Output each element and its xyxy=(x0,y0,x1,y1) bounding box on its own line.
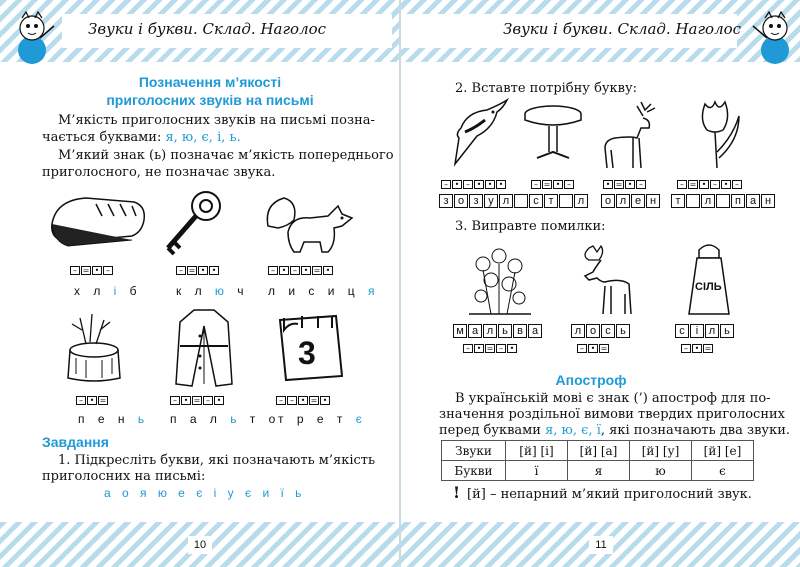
scheme-cell: – xyxy=(732,180,742,189)
table-cell: [й] [е] xyxy=(692,441,754,461)
scheme-cell: • xyxy=(721,180,731,189)
soft-letter: ю xyxy=(214,284,229,298)
scheme-cell: = xyxy=(615,180,623,189)
word-part: т о xyxy=(241,412,281,426)
fox-icon xyxy=(258,186,358,260)
tulip-icon xyxy=(691,96,751,170)
scheme-cell: = xyxy=(193,396,201,405)
sound-scheme xyxy=(70,266,113,275)
sound-scheme xyxy=(76,396,108,405)
letter-box: л xyxy=(499,194,513,208)
page-number: 10 xyxy=(188,536,212,554)
scheme-cell: – xyxy=(441,180,451,189)
sound-scheme xyxy=(603,180,646,189)
letter-box: е xyxy=(631,194,645,208)
note-exclamation-icon: ! xyxy=(453,483,461,502)
scheme-cell: = xyxy=(188,266,196,275)
deer-icon xyxy=(597,98,665,170)
mascot-icon xyxy=(747,8,797,66)
letter-box: о xyxy=(586,324,600,338)
table-cell: [й] [а] xyxy=(568,441,630,461)
letter-box-blank[interactable] xyxy=(686,194,700,208)
letter-box: а xyxy=(746,194,760,208)
key-icon xyxy=(160,186,230,262)
letter-box: с xyxy=(675,324,689,338)
table-row xyxy=(442,441,754,461)
sound-scheme xyxy=(276,396,330,405)
scheme-cell: = xyxy=(82,266,90,275)
scheme-cell: – xyxy=(463,180,473,189)
task-line: приголосних на письмі: xyxy=(42,469,206,484)
scheme-cell: – xyxy=(463,344,473,353)
letter-box: з xyxy=(439,194,453,208)
scheme-cell: = xyxy=(543,180,551,189)
section-heading: Апостроф xyxy=(555,372,627,388)
scheme-cell: • xyxy=(320,396,330,405)
scheme-cell: = xyxy=(310,396,318,405)
word-part: х л xyxy=(74,284,114,298)
sound-scheme xyxy=(681,344,713,353)
word-part: б xyxy=(121,284,142,298)
scheme-cell: • xyxy=(452,180,462,189)
letter-box: н xyxy=(646,194,660,208)
scheme-cell: • xyxy=(485,180,495,189)
scheme-cell: • xyxy=(198,266,208,275)
letter-box: т xyxy=(544,194,558,208)
word-boxes xyxy=(671,194,775,208)
paragraph-line xyxy=(439,422,790,439)
scheme-cell: • xyxy=(301,266,311,275)
section-heading: Позначення м’якості xyxy=(138,74,282,90)
letter-box: у xyxy=(484,194,498,208)
scheme-cell: – xyxy=(103,266,113,275)
flowers-icon xyxy=(461,240,539,318)
text-span: перед буквами xyxy=(439,423,546,438)
paragraph-line: М’який знак (ь) позначає м’якість попереднього xyxy=(58,148,394,163)
word-boxes xyxy=(439,194,528,208)
scheme-cell: = xyxy=(704,344,712,353)
letter-box: л xyxy=(616,194,630,208)
letter-box: і xyxy=(690,324,704,338)
paragraph-line: значення роздільної вимови твердих приголосних xyxy=(439,407,785,422)
scheme-cell: – xyxy=(170,396,180,405)
running-title: Звуки і букви. Склад. Наголос xyxy=(88,20,327,38)
scheme-cell: • xyxy=(692,344,702,353)
sound-scheme xyxy=(677,180,742,189)
letter-box: л xyxy=(705,324,719,338)
right-page xyxy=(401,0,800,567)
letter-box: т xyxy=(671,194,685,208)
text-span: , які позначають два звуки. xyxy=(600,423,790,438)
scheme-cell: – xyxy=(203,396,213,405)
sound-scheme xyxy=(441,180,506,189)
scheme-cell: • xyxy=(214,396,224,405)
table-row xyxy=(442,461,754,481)
svg-text:3: 3 xyxy=(298,335,316,371)
scheme-cell: – xyxy=(290,266,300,275)
letter-box: з xyxy=(469,194,483,208)
word-label xyxy=(176,284,249,298)
table-icon xyxy=(521,100,585,164)
scheme-cell: – xyxy=(287,396,297,405)
letter-row: а о я ю е є і у є и ї ь xyxy=(104,486,306,500)
scheme-cell: – xyxy=(577,344,587,353)
accent-letters: я, ю, є, ї xyxy=(545,423,601,438)
word-label xyxy=(74,284,142,298)
word-boxes xyxy=(675,324,734,338)
table-cell: ї xyxy=(506,461,568,481)
scheme-cell: – xyxy=(677,180,687,189)
scheme-cell: • xyxy=(279,266,289,275)
scheme-cell: • xyxy=(553,180,563,189)
scheme-cell: • xyxy=(699,180,709,189)
scheme-cell: – xyxy=(76,396,86,405)
word-boxes xyxy=(601,194,660,208)
text-span: чається буквами: xyxy=(42,130,166,145)
scheme-cell: • xyxy=(507,344,517,353)
paragraph-line: М’якість приголосних звуків на письмі позна- xyxy=(58,113,375,128)
word-part: п а л xyxy=(170,412,231,426)
scheme-cell: • xyxy=(209,266,219,275)
scheme-cell: • xyxy=(474,180,484,189)
word-label xyxy=(170,412,280,426)
word-part: т р е т xyxy=(278,412,356,426)
table-cell: [й] [у] xyxy=(630,441,692,461)
word-part: л и с и ц xyxy=(268,284,368,298)
letter-box: а xyxy=(468,324,482,338)
note-text: [й] – непарний м’який приголосний звук. xyxy=(467,487,752,502)
scheme-cell: • xyxy=(298,396,308,405)
letter-box: с xyxy=(601,324,615,338)
scheme-cell: • xyxy=(474,344,484,353)
scheme-cell: • xyxy=(87,396,97,405)
word-boxes xyxy=(529,194,588,208)
scheme-cell: – xyxy=(70,266,80,275)
soft-letter: я xyxy=(367,284,380,298)
paragraph-line xyxy=(42,129,241,146)
task-line: 3. Виправте помилки: xyxy=(455,219,606,234)
scheme-cell: = xyxy=(486,344,494,353)
letter-box: л xyxy=(483,324,497,338)
scheme-cell: – xyxy=(268,266,278,275)
table-cell: ю xyxy=(630,461,692,481)
scheme-cell: – xyxy=(564,180,574,189)
word-label xyxy=(78,412,149,426)
coat-icon xyxy=(172,306,236,390)
word-boxes xyxy=(571,324,630,338)
letter-box: ь xyxy=(720,324,734,338)
scheme-cell: = xyxy=(313,266,321,275)
running-title: Звуки і букви. Склад. Наголос xyxy=(503,20,742,38)
svg-text:СІЛЬ: СІЛЬ xyxy=(695,281,722,293)
scheme-cell: – xyxy=(496,344,506,353)
task-line: 2. Вставте потрібну букву: xyxy=(455,81,638,96)
mascot-icon xyxy=(10,8,60,66)
letter-box: а xyxy=(528,324,542,338)
stump-icon xyxy=(56,308,132,388)
scheme-cell: – xyxy=(710,180,720,189)
letter-box: ь xyxy=(616,324,630,338)
scheme-cell: = xyxy=(600,344,608,353)
letter-box: с xyxy=(529,194,543,208)
table-cell: Звуки xyxy=(442,441,506,461)
scheme-cell: – xyxy=(681,344,691,353)
scheme-cell: • xyxy=(625,180,635,189)
scheme-cell: • xyxy=(92,266,102,275)
table-cell: Букви xyxy=(442,461,506,481)
scheme-cell: = xyxy=(689,180,697,189)
sound-scheme xyxy=(577,344,609,353)
letter-box: л xyxy=(574,194,588,208)
letter-box-blank[interactable] xyxy=(716,194,730,208)
sound-scheme xyxy=(463,344,517,353)
bird-icon xyxy=(441,98,521,168)
scheme-cell: • xyxy=(496,180,506,189)
table-cell: є xyxy=(692,461,754,481)
scheme-cell: • xyxy=(323,266,333,275)
word-part: к л xyxy=(176,284,215,298)
paragraph-line: приголосного, не позначає звука. xyxy=(42,165,276,180)
soft-letters: я, ю, є, і, ь. xyxy=(165,130,241,145)
soft-letter: є xyxy=(355,412,367,426)
soft-letter: і xyxy=(113,284,122,298)
letter-box: п xyxy=(731,194,745,208)
scheme-cell: • xyxy=(181,396,191,405)
word-label xyxy=(268,284,379,298)
task-heading: Завдання xyxy=(42,434,109,450)
word-part: ч xyxy=(228,284,249,298)
scheme-cell: – xyxy=(176,266,186,275)
letter-box: н xyxy=(761,194,775,208)
sound-scheme xyxy=(170,396,224,405)
letter-box: о xyxy=(454,194,468,208)
scheme-cell: • xyxy=(603,180,613,189)
sound-scheme xyxy=(176,266,219,275)
letter-box: л xyxy=(571,324,585,338)
calendar-icon xyxy=(272,306,346,382)
letter-box: ь xyxy=(498,324,512,338)
letter-box-blank[interactable] xyxy=(514,194,528,208)
letter-box-blank[interactable] xyxy=(559,194,573,208)
sound-scheme xyxy=(268,266,333,275)
sound-scheme xyxy=(531,180,574,189)
word-label xyxy=(278,412,367,426)
bread-icon xyxy=(46,190,150,252)
letter-box: в xyxy=(513,324,527,338)
table-cell: [й] [і] xyxy=(506,441,568,461)
scheme-cell: = xyxy=(99,396,107,405)
page-number: 11 xyxy=(589,536,613,554)
letter-box: м xyxy=(453,324,467,338)
section-heading: приголосних звуків на письмі xyxy=(106,92,314,108)
table-cell: я xyxy=(568,461,630,481)
scheme-cell: – xyxy=(276,396,286,405)
task-line: 1. Підкресліть букви, які позначають м’якість xyxy=(58,453,376,468)
saltshaker-icon xyxy=(679,238,739,318)
word-part: п е н xyxy=(78,412,138,426)
scheme-cell: – xyxy=(636,180,646,189)
apostrophe-table xyxy=(441,440,754,481)
letter-box: о xyxy=(601,194,615,208)
moose-icon xyxy=(571,242,641,318)
scheme-cell: • xyxy=(588,344,598,353)
word-boxes xyxy=(453,324,542,338)
letter-box: л xyxy=(701,194,715,208)
paragraph-line: В українській мові є знак (’) апостроф для по- xyxy=(455,391,771,406)
scheme-cell: – xyxy=(531,180,541,189)
soft-letter: ь xyxy=(230,412,242,426)
soft-letter: ь xyxy=(137,412,150,426)
